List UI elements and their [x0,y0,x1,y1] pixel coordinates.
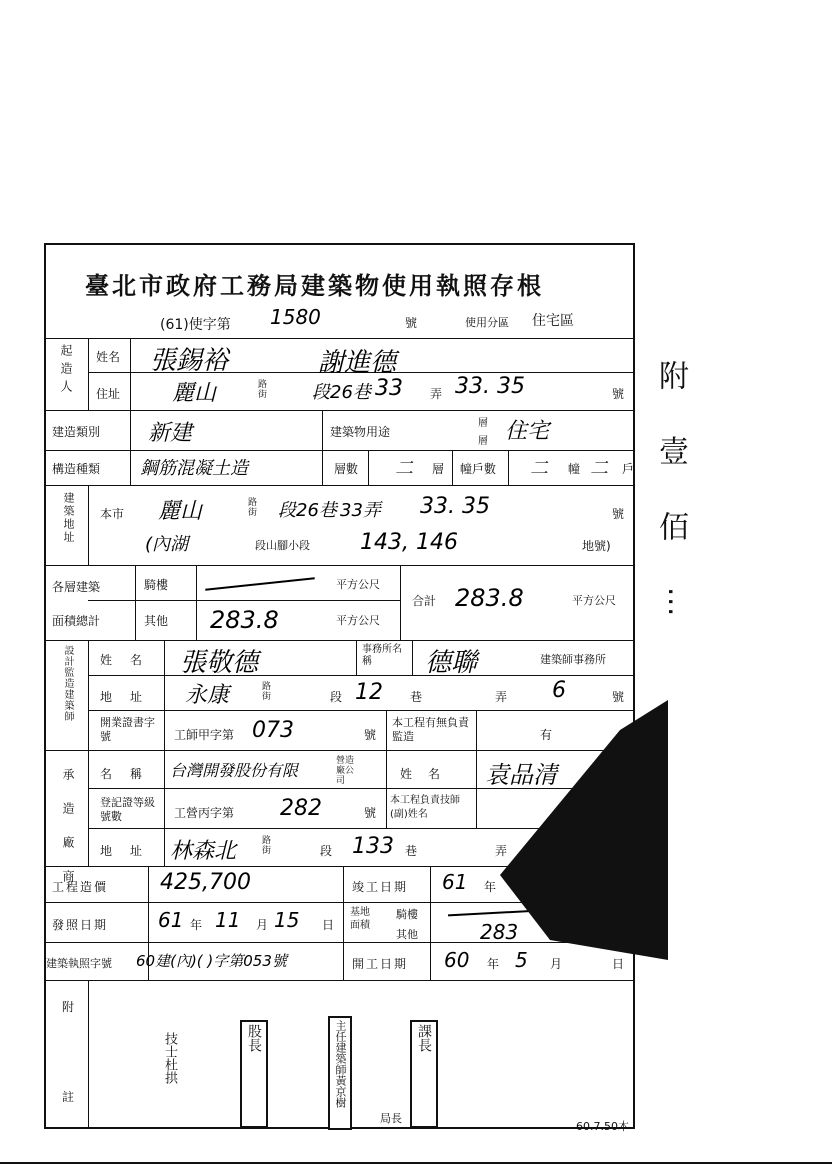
floors-unit: 層 [432,462,445,476]
start-month: 5 [515,948,528,972]
structure-value: 鋼筋混凝土造 [140,458,248,479]
contractor-alley-label: 弄 [495,844,508,858]
vrule-j [196,565,197,640]
signer-stamp-mid: 主任建築師黃京樹 [328,1016,352,1130]
contractor-lane-label: 巷 [405,844,418,858]
issue-label: 發照日期 [52,918,109,932]
applicant-address-numbers: 33. 35 [455,374,525,399]
license-number: 1580 [270,305,321,329]
license-suffix: 號 [405,316,418,330]
rule-6 [44,565,635,566]
units-value-b: 二 [590,458,608,479]
vrule-o [412,640,413,675]
contractor-section-label: 承造廠商 [61,768,75,904]
vrule-h [88,485,89,565]
area-total-unit: 平方公尺 [572,594,616,607]
adjacent-page-margin: 附 壹 佰 ⋯ [653,360,688,635]
signer-stamp-4: 局長 [380,1112,402,1125]
designer-address-label: 地址 [100,690,161,704]
vrule-c [130,410,131,485]
contractor-reg-suffix: 號 [364,806,377,820]
area-other-unit: 平方公尺 [336,614,380,627]
building-use-value: 住宅 [505,419,550,444]
site-city-label: 本市 [100,507,125,521]
structure-label: 構造種類 [52,462,101,476]
designer-office-label: 事務所名稱 [362,644,402,667]
designer-name-value: 張敬德 [180,648,259,678]
designer-name-label: 姓名 [100,653,161,667]
vrule-p [386,710,387,750]
bottom-edge-line [0,1162,832,1164]
zone-value: 住宅區 [532,313,574,329]
contractor-address-street: 林森北 [170,839,237,864]
designer-license-value: 073 [252,718,294,743]
contractor-road-suffix: 路街 [262,836,272,856]
designer-license-suffix: 號 [364,728,377,742]
vrule-m [164,640,165,866]
corner-note: 60.7.50本 [576,1120,629,1133]
completion-label: 竣工日期 [352,880,409,894]
vrule-q [476,710,477,750]
completion-year: 61 [442,870,468,894]
contractor-lane: 133 [352,834,394,859]
base-other-value: 283 [480,920,519,944]
applicant-address-lane: 33 [375,376,403,401]
rule-4 [44,450,635,451]
applicant-road-suffix: 路街 [258,380,268,400]
building-use-floor-2: 層 [478,436,488,447]
designer-section-label: 設計監造建築師 [62,645,73,722]
contractor-name-value: 台灣開發股份有限 [170,761,299,780]
issue-day-label: 日 [322,918,335,932]
permit-label: 建築執照字號 [46,957,112,970]
vrule-v [430,866,431,980]
cost-value: 425,700 [160,870,251,895]
designer-office-value: 德聯 [425,648,478,678]
area-total-value: 283.8 [455,584,524,612]
area-total-label: 合計 [412,594,437,608]
license-prefix: (61)使字第 [160,317,231,333]
area-other-label: 其他 [144,614,169,628]
start-label: 開工日期 [352,957,409,971]
applicant-address-label: 住址 [96,387,121,401]
designer-lane: 12 [355,680,383,705]
site-lot-numbers: 143, 146 [360,530,458,555]
units-unit: 戶 [622,462,635,476]
rule-9 [88,675,635,676]
issue-month: 11 [215,908,241,932]
vrule-r [386,750,387,828]
zone-label: 使用分區 [465,316,509,329]
attach-label: 附 [62,1000,75,1014]
units-label: 幢戶數 [460,462,497,476]
vrule-e [368,450,369,485]
building-type-label: 建造類別 [52,425,101,439]
contractor-tech-name-value: 袁品清 [485,761,557,789]
applicant-name-label: 姓名 [96,350,121,364]
start-year-label: 年 [487,957,500,971]
vrule-l [88,640,89,866]
applicant-address-section: 段26巷 [312,382,371,403]
designer-number: 6 [552,678,566,703]
designer-license-prefix: 工師甲字第 [174,728,235,742]
vrule-g [508,450,509,485]
site-sub-section: 段山腳小段 [255,539,310,552]
permit-value: 60建(內)( )字第053號 [136,952,287,970]
start-day-label: 日 [612,957,625,971]
contractor-name-suffix: 營造廠公司 [336,756,355,786]
signer-stamp-1: 技士杜拱 [158,1030,181,1114]
applicant-name-1: 張錫裕 [150,346,229,376]
cost-label: 工程造價 [52,880,109,894]
floors-label: 層數 [334,462,359,476]
rule-5 [44,485,635,486]
issue-year: 61 [158,908,184,932]
rule-17 [44,980,635,981]
vrule-d [322,410,323,485]
vrule-u [343,866,344,980]
units-mid: 幢 [568,462,581,476]
designer-section-label2: 段 [330,690,343,704]
area-section-label-2: 面積總計 [52,614,101,628]
base-area-label: 基地面積 [350,907,370,931]
designer-lane-label: 巷 [410,690,423,704]
area-arcade-unit: 平方公尺 [336,578,380,591]
site-numbers: 33. 35 [420,494,490,519]
building-use-floor-1: 層 [478,418,488,429]
applicant-no-label: 號 [612,387,625,401]
contractor-section-label2: 段 [320,844,333,858]
contractor-reg-value: 282 [280,796,322,821]
designer-road-suffix: 路街 [262,682,272,702]
applicant-address-street: 麗山 [172,381,217,406]
base-other-label: 其他 [396,928,418,941]
designer-alley-label: 弄 [495,690,508,704]
site-lot-label: 地號) [582,539,611,553]
designer-no-label: 號 [612,690,625,704]
vrule-i [135,565,136,640]
contractor-reg-label: 登記證等級號數 [100,796,155,823]
building-type-value: 新建 [148,421,193,446]
rule-8 [44,640,635,641]
vrule-a [88,338,89,410]
rule-1 [44,338,635,339]
issue-month-label: 月 [256,918,269,932]
floors-value: 二 [395,458,413,479]
applicant-section-label: 起造人 [59,344,73,398]
completion-year-label: 年 [484,880,497,894]
site-street: 麗山 [158,499,203,524]
site-lane: 33弄 [340,500,381,521]
vrule-s [476,750,477,828]
form-title: 臺北市政府工務局建築物使用執照存根 [85,271,544,300]
note-label: 註 [62,1090,75,1104]
area-section-label-1: 各層建築 [52,580,101,594]
site-road-suffix: 路街 [248,498,258,518]
stain-overlay [490,700,670,960]
contractor-address-label: 地址 [100,844,161,858]
vrule-b [130,338,131,410]
issue-year-label: 年 [190,918,203,932]
building-use-label: 建築物用途 [330,425,391,439]
signer-stamp-3: 課長 [410,1020,438,1128]
contractor-tech-name-label: 姓名 [400,767,457,781]
vrule-k [400,565,401,640]
rule-3 [44,410,635,411]
units-value-a: 二 [530,458,548,479]
designer-supervise-label: 本工程有無負責監造 [392,716,469,743]
issue-day: 15 [274,908,300,932]
area-arcade-label: 騎樓 [144,578,169,592]
designer-address-street: 永康 [185,683,230,708]
base-arcade-label: 騎樓 [396,908,418,921]
vrule-w [88,980,89,1129]
site-district: (內湖 [145,534,189,555]
designer-office-suffix: 建築師事務所 [540,653,606,666]
signer-stamp-2: 股長 [240,1020,268,1128]
site-section-label: 建築地址 [62,492,75,544]
designer-license-label: 開業證書字號 [100,716,155,743]
applicant-name-2: 謝進德 [318,348,397,378]
start-month-label: 月 [550,957,563,971]
contractor-reg-prefix: 工營丙字第 [174,806,235,820]
applicant-alley-label: 弄 [430,387,443,401]
vrule-f [452,450,453,485]
site-section: 段26巷 [278,500,337,521]
contractor-name-label: 名稱 [100,767,161,781]
designer-supervise-value: 有 [540,728,553,742]
area-other-value: 283.8 [210,606,279,634]
start-year: 60 [444,948,470,972]
vrule-n [356,640,357,675]
contractor-tech-label: 本工程負責技師(副)姓名 [390,795,460,820]
site-no-label: 號 [612,507,625,521]
